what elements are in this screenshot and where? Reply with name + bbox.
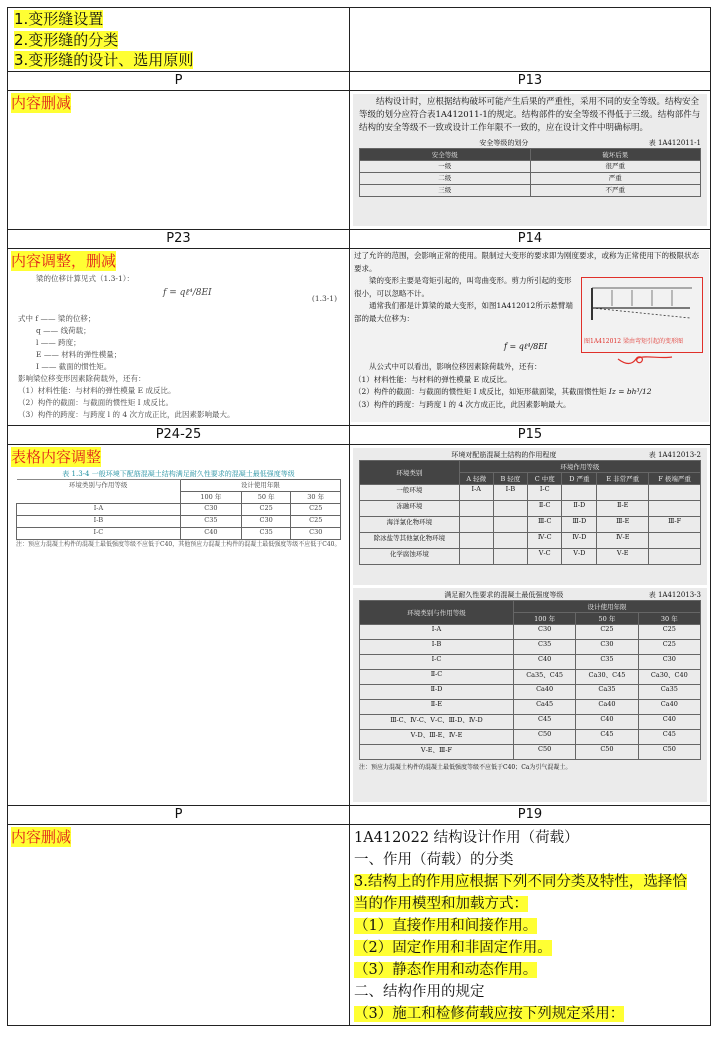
scan-p13-text: 结构设计时，应根据结构破坏可能产生后果的严重性，采用不同的安全等级。结构安全等级的划分应符合表1A412011-1的规定。结构部件的安全等级不得低于三级。结构部件与结构的安全等级不一致或设计工作年限不一致的，应在设计文件中明确标明。 (359, 97, 701, 133)
scan-p15-cell (350, 445, 711, 806)
left-def-5: I —— 截面的惯性矩。 (36, 362, 112, 371)
page-label-right: P19 (350, 806, 711, 825)
scan-p13-table-title: 安全等级的划分 (479, 139, 529, 147)
table-row: Ⅴ-E、Ⅲ-F C50 C50 C50 (360, 745, 701, 760)
figure-caption: 图1A412012 梁由弯矩引起的变形图 (584, 338, 683, 345)
scan-p14-p2: 梁的变形主要是弯矩引起的，叫弯曲变形。剪力所引起的变形很小，可以忽略不计。 (354, 276, 572, 298)
safety-th-1: 安全等级 (360, 149, 531, 161)
scan-p14-p3: 通常我们都是计算梁的最大变形，如图1A412012所示悬臂端部的最大位移为： (354, 301, 573, 323)
table-row: 除冰盐等其他氯化物环境 Ⅳ-C Ⅳ-D Ⅳ-E (360, 533, 701, 549)
deflection-left-cell (8, 249, 350, 426)
left-formula-no: (1.3-1) (311, 294, 337, 303)
scan-p15-table1 (353, 448, 707, 585)
row-page-labels-4 (8, 806, 711, 825)
left-factor-1: 影响梁位移变形因素除荷载外，还有： (18, 374, 146, 383)
table-row: 一般环境 Ⅰ-A Ⅰ-B Ⅰ-C (360, 485, 701, 501)
loads-line-3: 3.结构上的作用应根据下列不同分类及特性，选择恰 (354, 874, 687, 890)
table-row: Ⅰ-A C30 C25 C25 (360, 625, 701, 640)
page-label-left: P24-25 (8, 426, 350, 445)
left-def-1: 式中 f —— 梁的位移； (18, 314, 96, 323)
table-row: 一级 很严重 (360, 161, 701, 173)
deleted-content-cell (8, 91, 350, 230)
comparison-table (7, 7, 711, 1026)
row-page-labels-3 (8, 426, 711, 445)
scan-p14-cell (350, 249, 711, 426)
left-formula: f = qℓ⁴/8EI (163, 288, 212, 298)
table-row: Ⅰ-B C35 C30 C25 (17, 516, 341, 528)
page-label-left: P (8, 72, 350, 91)
left-intro: 梁的位移计算见式（1.3-1）： (36, 274, 134, 283)
scan-p14-top: 过了允许的范围，会影响正常的使用。限制过大变形的要求即为刚度要求，或称为正常使用下的极限状态要求。 (354, 251, 699, 273)
left-table-note: 注：预应力混凝土构件的混凝土最低强度等级不应低于C40，其他预应力混凝土构件的混凝土最低强度等级不应低于C40。 (16, 541, 341, 548)
figure-box (581, 277, 703, 353)
scan-p14 (351, 250, 709, 422)
loads-line-8: 二、结构作用的规定 (354, 984, 485, 1000)
left-def-2: q —— 线荷载； (36, 326, 91, 335)
page-label-right: P13 (350, 72, 711, 91)
scan-p14-factor-2: （2）构件的截面：与截面的惯性矩 I 成反比，如矩形截面梁，其截面惯性矩 Iz = bh³/12 (354, 387, 652, 396)
table-row: Ⅱ-E Ca45 Ca40 Ca40 (360, 700, 701, 715)
empty-cell (350, 8, 711, 72)
row-deflection (8, 249, 711, 426)
t1-no: 表 1A412013-2 (648, 451, 701, 459)
row-topics (8, 8, 711, 72)
red-scribble-icon (616, 353, 676, 367)
concrete-left-cell (8, 445, 350, 806)
page-label-left: P23 (8, 230, 350, 249)
topic-line-2: 2.变形缝的分类 (14, 30, 119, 49)
left-factor-3: （2）构件的截面：与截面的惯性矩 I 成反比。 (18, 398, 174, 407)
change-tag: 内容删减 (11, 828, 72, 846)
safety-th-2: 破坏后果 (530, 149, 701, 161)
left-grade-table: 环境类别与作用等级 设计使用年限 100 年 50 年 30 年 Ⅰ-A C30 C25 C25 Ⅰ-B C35 C30 C25 Ⅰ-C C40 C35 C30 (16, 479, 341, 540)
topic-line-1: 1.变形缝设置 (14, 10, 104, 28)
loads-line-6: （2）固定作用和非固定作用。 (354, 940, 552, 956)
loads-left-cell (8, 825, 350, 1026)
change-tag: 内容调整，删减 (11, 252, 117, 270)
scan-p14-factor-3: （3）构件的跨度：与跨度 l 的 4 次方成正比，此因素影响最大。 (354, 399, 571, 409)
loads-line-7: （3）静态作用和动态作用。 (354, 962, 538, 978)
row-loads (8, 825, 711, 1026)
row-safety-grade (8, 91, 711, 230)
loads-line-1: 1A412022 结构设计作用（荷载） (354, 830, 579, 846)
left-def-3: l —— 跨度； (36, 338, 81, 347)
scan-p14-factor-1: （1）材料性能：与材料的弹性模量 E 成反比。 (354, 374, 512, 384)
loads-line-4: 当的作用模型和加载方式： (354, 896, 528, 912)
page-label-right: P14 (350, 230, 711, 249)
table-row: Ⅱ-C Ca35、C45 Ca30、C45 Ca30、C40 (360, 670, 701, 685)
scan-p13-cell (350, 91, 711, 230)
scan-p15-table2 (353, 588, 707, 802)
table-row: Ⅰ-B C35 C30 C25 (360, 640, 701, 655)
change-tag: 表格内容调整 (11, 448, 102, 466)
t2-no: 表 1A412013-3 (648, 591, 701, 599)
table-row: 三级 不严重 (360, 185, 701, 197)
loads-line-9: （3）施工和检修荷载应按下列规定采用： (354, 1006, 625, 1022)
grade-table: 环境类别与作用等级 设计使用年限 100 年 50 年 30 年 Ⅰ-A C30 C25 C25 Ⅰ-B C35 C30 C25 Ⅰ-C C40 C35 C30 Ⅱ-C Ca35、C45 Ca30、C45 Ca30、C40 Ⅱ-D Ca40 Ca35 Ca35 Ⅱ-E Ca45 Ca40 Ca40 Ⅲ-C、Ⅳ-C、Ⅴ-C、Ⅲ-D、Ⅳ-D C45 C40 C40 Ⅴ-D、Ⅲ-E、Ⅳ-E C50 C45 C45 Ⅴ-E、Ⅲ-F C50 C50 C50 (359, 600, 701, 760)
left-factor-4: （3）构件的跨度：与跨度 l 的 4 次方成正比，此因素影响最大。 (18, 410, 235, 419)
t2-title: 满足耐久性要求的混凝土最低强度等级 (444, 591, 564, 599)
scan-p13 (353, 94, 707, 226)
scan-p14-after: 从公式中可以看出，影响位移因素除荷载外，还有： (369, 362, 542, 371)
left-factor-2: （1）材料性能：与材料的弹性模量 E 成反比。 (18, 386, 176, 395)
table-row: 二级 严重 (360, 173, 701, 185)
loads-right-cell (350, 825, 711, 1026)
table-row: 海洋氯化物环境 Ⅲ-C Ⅲ-D Ⅲ-E Ⅲ-F (360, 517, 701, 533)
row-concrete-grade (8, 445, 711, 806)
change-tag: 内容删减 (11, 94, 72, 112)
table-row: Ⅲ-C、Ⅳ-C、Ⅴ-C、Ⅲ-D、Ⅳ-D C45 C40 C40 (360, 715, 701, 730)
scan-p13-table-no: 表 1A412011-1 (648, 139, 701, 147)
loads-line-2: 一、作用（荷载）的分类 (354, 852, 514, 868)
left-def-4: E —— 材料的弹性模量； (36, 350, 122, 359)
table-row: Ⅱ-D Ca40 Ca35 Ca35 (360, 685, 701, 700)
loads-line-5: （1）直接作用和间接作用。 (354, 918, 538, 934)
scan-p14-formula: f = qℓ⁴/8EI (504, 342, 548, 351)
row-page-labels-2 (8, 230, 711, 249)
table-row: 冻融环境 Ⅱ-C Ⅱ-D Ⅱ-E (360, 501, 701, 517)
row-page-labels-1 (8, 72, 711, 91)
table-row: 化学腐蚀环境 Ⅴ-C Ⅴ-D Ⅴ-E (360, 549, 701, 565)
table-row: Ⅰ-A C30 C25 C25 (17, 504, 341, 516)
left-table-title: 表 1.3-4 一般环境下配筋混凝土结构满足耐久性要求的混凝土最低强度等级 (62, 470, 295, 478)
topics-cell (8, 8, 350, 72)
table-row: Ⅰ-C C40 C35 C30 (360, 655, 701, 670)
page-label-left: P (8, 806, 350, 825)
table-row: Ⅰ-C C40 C35 C30 (17, 528, 341, 540)
t2-note: 注：预应力混凝土构件的混凝土最低强度等级不应低于C40；Ca为引气混凝土。 (359, 764, 572, 771)
t1-title: 环境对配筋混凝土结构的作用程度 (451, 451, 557, 459)
topic-line-3: 3.变形缝的设计、选用原则 (14, 51, 194, 69)
table-row: Ⅴ-D、Ⅲ-E、Ⅳ-E C50 C45 C45 (360, 730, 701, 745)
safety-table (359, 148, 701, 197)
page-label-right: P15 (350, 426, 711, 445)
env-table: 环境类别 环境作用等级 A 轻微 B 轻度 C 中度 D 严重 E 非常严重 F 极端严重 一般环境 Ⅰ-A Ⅰ-B Ⅰ-C 冻融环境 Ⅱ-C Ⅱ-D Ⅱ-E 海洋氯化物环境 Ⅲ-C Ⅲ-D Ⅲ-E Ⅲ-F 除冰盐等其他氯化物环境 Ⅳ-C Ⅳ-D Ⅳ-E 化学腐蚀环境 Ⅴ-C Ⅴ-D Ⅴ-E (359, 460, 701, 565)
